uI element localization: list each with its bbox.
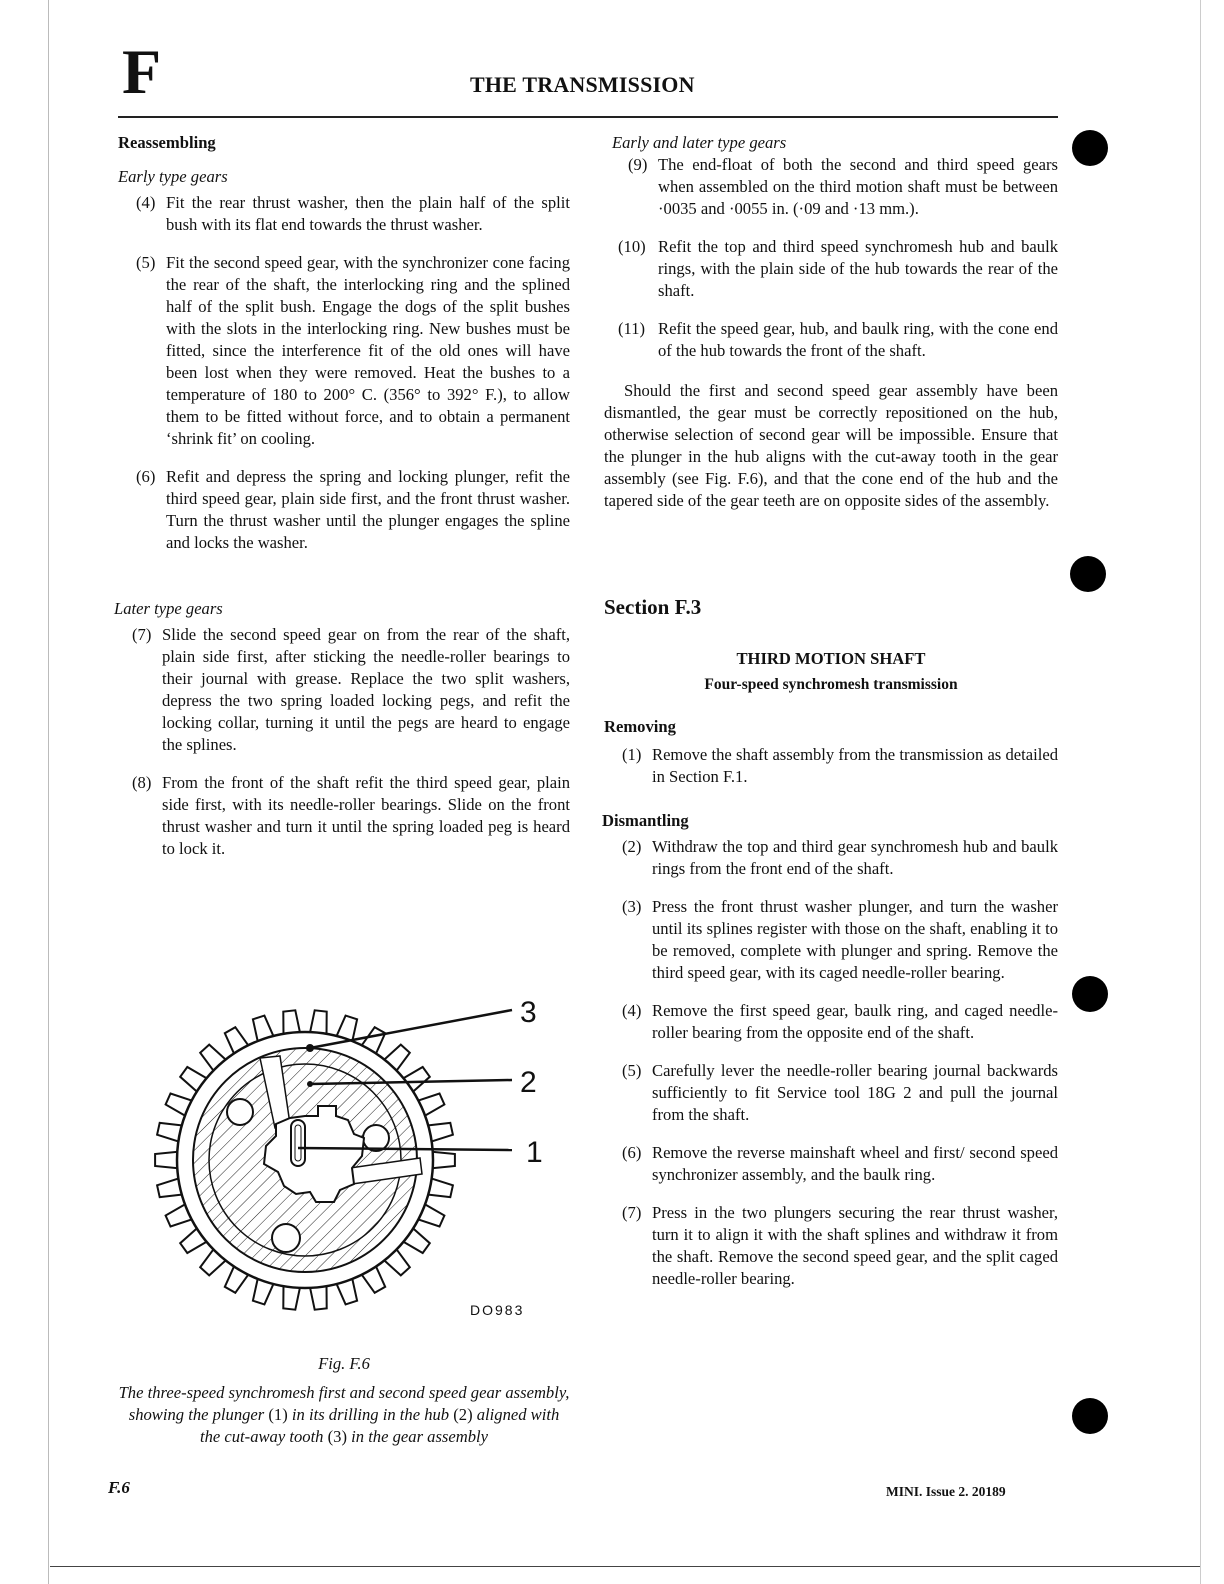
caption-text: aligned with the cut-away tooth <box>199 1405 560 1446</box>
callout-1: 1 <box>526 1136 543 1169</box>
step-item <box>604 318 1058 362</box>
step-text: Press in the two plungers securing the rear thrust washer, turn it to align it with the shaft splines and withdraw it from the shaft. Remove the second speed gear, and the split caged needle-roller bearing. <box>652 1203 1058 1288</box>
step-item <box>118 192 570 236</box>
callout-3: 3 <box>520 996 537 1029</box>
subheading-early-later: Early and later type gears <box>612 133 787 152</box>
step-number: (6) <box>136 467 156 486</box>
section-letter: F <box>122 36 162 107</box>
header-rule <box>118 116 1058 118</box>
step-text: Press the front thrust washer plunger, and turn the washer until its splines register with those on the shaft, enabling it to be removed, complete with plunger and spring. Remove the third speed gear, with its caged needle-roller bearing. <box>652 897 1058 982</box>
subheading-removing: Removing <box>604 717 676 736</box>
step-number: (10) <box>618 237 646 256</box>
subheading-early-type: Early type gears <box>118 167 228 186</box>
step-text: Refit the top and third speed synchromesh hub and baulk rings, with the plain side of the hub towards the rear of the shaft. <box>658 237 1058 300</box>
gear-tooth <box>155 1152 179 1169</box>
ball-hole <box>363 1125 389 1151</box>
callout-2: 2 <box>520 1066 537 1099</box>
step-item <box>118 252 570 450</box>
punch-hole <box>1072 1398 1108 1434</box>
step-item <box>604 744 1058 788</box>
step-text: The end-float of both the second and third speed gears when assembled on the third motion shaft must be between ·0035 and ·0055 in. (·09 and ·13 mm.). <box>658 155 1058 218</box>
step-number: (8) <box>132 773 152 792</box>
step-item <box>118 772 570 860</box>
issue-line: MINI. Issue 2. 20189 <box>886 1484 1006 1499</box>
step-text: Fit the rear thrust washer, then the plain half of the split bush with its flat end towards the thrust washer. <box>166 193 570 234</box>
step-text: Refit and depress the spring and locking plunger, refit the third speed gear, plain side first, and the front thrust washer. Turn the thrust washer until the plunger engages the spline and locks the washer. <box>166 467 570 552</box>
caption-text: The three-speed synchromesh first and second speed gear assembly, showing the plunger <box>118 1383 570 1424</box>
step-number: (4) <box>622 1001 642 1020</box>
ball-hole <box>227 1099 253 1125</box>
step-number: (5) <box>622 1061 642 1080</box>
section-heading: Section F.3 <box>604 595 702 619</box>
figure-label: Fig. F.6 <box>318 1354 370 1373</box>
step-item <box>604 1202 1058 1290</box>
figure-code: DO983 <box>470 1302 525 1318</box>
step-number: (3) <box>622 897 642 916</box>
ball-hole <box>272 1224 300 1252</box>
step-item <box>604 236 1058 302</box>
step-text: Carefully lever the needle-roller bearing journal backwards sufficiently to fit Service tool 18G 2 and pull the journal from the shaft. <box>652 1061 1058 1124</box>
step-number: (5) <box>136 253 156 272</box>
step-text: Remove the reverse mainshaft wheel and first/ second speed synchronizer assembly, and the baulk ring. <box>652 1143 1058 1184</box>
step-item <box>118 466 570 554</box>
bottom-rule <box>50 1566 1200 1567</box>
step-item <box>118 624 570 756</box>
subheading-dismantling: Dismantling <box>602 811 689 830</box>
step-number: (1) <box>622 745 642 764</box>
figure-caption <box>118 1382 570 1448</box>
gear-tooth <box>431 1152 455 1169</box>
step-item <box>604 154 1058 220</box>
subheading-later-type: Later type gears <box>114 599 223 618</box>
step-text: Withdraw the top and third gear synchromesh hub and baulk rings from the front end of the shaft. <box>652 837 1058 878</box>
scan-right-edge <box>1200 0 1201 1584</box>
caption-ref: (2) <box>453 1405 473 1424</box>
step-item <box>604 896 1058 984</box>
step-text: Remove the shaft assembly from the transmission as detailed in Section F.1. <box>652 745 1058 786</box>
caption-text: in the gear assembly <box>346 1427 489 1446</box>
page-title: THE TRANSMISSION <box>470 72 695 97</box>
step-text: From the front of the shaft refit the third speed gear, plain side first, with its needle-roller bearings. Slide on the front thrust washer and turn it until the spring loaded peg is heard to lock it. <box>162 773 570 858</box>
step-item <box>604 1060 1058 1126</box>
step-number: (7) <box>132 625 152 644</box>
left-column <box>114 132 570 860</box>
step-text: Slide the second speed gear on from the rear of the shaft, plain side first, after sticking the needle-roller bearings to their journal with grease. Replace the two split washers, depress the two spring loaded locking pegs, and refit the locking collar, turning it until the pegs are heard to engage the splines. <box>162 625 570 754</box>
step-item <box>604 836 1058 880</box>
caption-text: in its drilling in the hub <box>287 1405 454 1424</box>
step-number: (4) <box>136 193 156 212</box>
step-number: (11) <box>618 319 646 338</box>
punch-hole <box>1072 130 1108 166</box>
step-item <box>604 1000 1058 1044</box>
section-subtitle: Four-speed synchromesh transmission <box>704 676 958 693</box>
step-text: Remove the first speed gear, baulk ring, and caged needle-roller bearing from the opposite end of the shaft. <box>652 1001 1058 1042</box>
step-number: (2) <box>622 837 642 856</box>
subheading-reassembling: Reassembling <box>118 133 216 152</box>
page-folio: F.6 <box>108 1478 130 1497</box>
right-column <box>604 132 1058 1290</box>
section-title: THIRD MOTION SHAFT <box>736 649 926 668</box>
step-text: Refit the speed gear, hub, and baulk ring, with the cone end of the hub towards the front of the shaft. <box>658 319 1058 360</box>
punch-hole <box>1070 556 1106 592</box>
step-number: (9) <box>628 155 648 174</box>
plunger <box>291 1120 305 1166</box>
step-text: Fit the second speed gear, with the synchronizer cone facing the rear of the shaft, the interlocking ring and the splined half of the split bush. Engage the dogs of the split bushes with the slots in the interlocking ring. New bushes must be fitted, since the interference fit of the old ones will have been lost when they were removed. Heat the bushes to a temperature of 180 to 200° C. (356° to 392° F.), to allow them to be fitted without force, and to obtain a permanent ‘shrink fit’ on cooling. <box>166 253 570 448</box>
punch-hole <box>1072 976 1108 1012</box>
step-number: (6) <box>622 1143 642 1162</box>
step-number: (7) <box>622 1203 642 1222</box>
caption-ref: (3) <box>327 1427 347 1446</box>
step-item <box>604 1142 1058 1186</box>
gear-assembly-figure <box>140 988 550 1328</box>
caption-ref: (1) <box>268 1405 288 1424</box>
note-paragraph: Should the first and second speed gear assembly have been dismantled, the gear must be correctly repositioned on the hub, otherwise selection of second gear will be impossible. Ensure that the plunger in the hub aligns with the cut-away tooth in the gear assembly (see Fig. F.6), and that the cone end of the hub and the tapered side of the gear teeth are on opposite sides of the assembly. <box>604 381 1058 510</box>
scan-edge-line <box>48 0 49 1584</box>
